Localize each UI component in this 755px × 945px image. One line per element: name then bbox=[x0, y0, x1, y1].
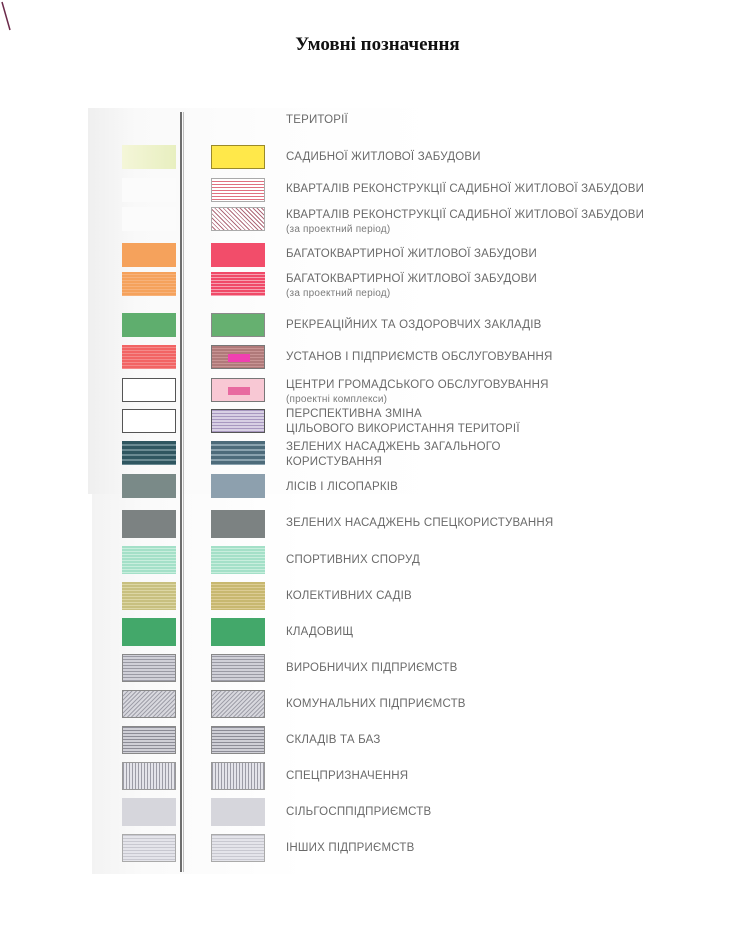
legend-label: РЕКРЕАЦІЙНИХ ТА ОЗДОРОВЧИХ ЗАКЛАДІВ bbox=[286, 319, 542, 331]
legend-swatch-existing bbox=[122, 690, 176, 718]
legend-label-main: ПЕРСПЕКТИВНА ЗМІНА bbox=[286, 408, 422, 420]
legend-label-main: ЗЕЛЕНИХ НАСАДЖЕНЬ ЗАГАЛЬНОГО bbox=[286, 441, 501, 453]
legend-swatch-existing bbox=[122, 726, 176, 754]
legend-label: КОЛЕКТИВНИХ САДІВ bbox=[286, 590, 412, 602]
legend-swatch-project bbox=[211, 441, 265, 465]
legend-swatch-existing bbox=[122, 313, 176, 337]
legend-swatch-project bbox=[211, 345, 265, 369]
legend-label bbox=[286, 272, 706, 300]
legend-label: КВАРТАЛІВ РЕКОНСТРУКЦІЇ САДИБНОЇ ЖИТЛОВОЇ ЗАБУДОВИ bbox=[286, 183, 645, 195]
legend-swatch-project bbox=[211, 474, 265, 498]
legend-swatch-project bbox=[211, 582, 265, 610]
legend-label: СПЕЦПРИЗНАЧЕННЯ bbox=[286, 770, 409, 782]
legend-swatch-project bbox=[211, 409, 265, 433]
legend-label: ЗЕЛЕНИХ НАСАДЖЕНЬ СПЕЦКОРИСТУВАННЯ bbox=[286, 517, 554, 529]
legend-swatch-existing bbox=[122, 378, 176, 402]
legend-label: ІНШИХ ПІДПРИЄМСТВ bbox=[286, 842, 415, 854]
legend-swatch-project bbox=[211, 510, 265, 538]
legend-swatch-project bbox=[211, 145, 265, 169]
legend-swatch-project bbox=[211, 762, 265, 790]
legend-swatch-existing bbox=[122, 207, 176, 231]
legend-label bbox=[286, 440, 706, 470]
legend-label-main: БАГАТОКВАРТИРНОЇ ЖИТЛОВОЇ ЗАБУДОВИ bbox=[286, 273, 537, 285]
legend-swatch-existing bbox=[122, 243, 176, 267]
legend-swatch-existing bbox=[122, 272, 176, 296]
legend-swatch-project bbox=[211, 243, 265, 267]
legend-label: СПОРТИВНИХ СПОРУД bbox=[286, 554, 420, 566]
legend-label: КОМУНАЛЬНИХ ПІДПРИЄМСТВ bbox=[286, 698, 466, 710]
legend-swatch-existing bbox=[122, 409, 176, 433]
legend-swatch-project bbox=[211, 378, 265, 402]
legend-label-sub: (за проектний період) bbox=[286, 224, 391, 235]
legend-swatch-project bbox=[211, 798, 265, 826]
legend-label-line2: ЦІЛЬОВОГО ВИКОРИСТАННЯ ТЕРИТОРІЇ bbox=[286, 423, 520, 435]
legend-swatch-existing bbox=[122, 441, 176, 465]
legend-label bbox=[286, 378, 706, 406]
legend-swatch-project bbox=[211, 272, 265, 296]
page-title: Умовні позначення bbox=[295, 34, 460, 55]
legend-swatch-existing bbox=[122, 654, 176, 682]
legend-label: СІЛЬГОСППІДПРИЄМСТВ bbox=[286, 806, 432, 818]
legend-swatch-project bbox=[211, 654, 265, 682]
legend-label: ВИРОБНИЧИХ ПІДПРИЄМСТВ bbox=[286, 662, 458, 674]
legend-swatch-existing bbox=[122, 510, 176, 538]
legend-swatch-project bbox=[211, 178, 265, 202]
legend-swatch-project bbox=[211, 313, 265, 337]
legend-swatch-existing bbox=[122, 798, 176, 826]
legend-swatch-existing bbox=[122, 546, 176, 574]
legend-swatch-project bbox=[211, 207, 265, 231]
legend-label: САДИБНОЇ ЖИТЛОВОЇ ЗАБУДОВИ bbox=[286, 151, 481, 163]
legend-swatch-project bbox=[211, 726, 265, 754]
legend-label-line2: КОРИСТУВАННЯ bbox=[286, 456, 382, 468]
legend-swatch-existing bbox=[122, 145, 176, 169]
legend-swatch-project bbox=[211, 834, 265, 862]
legend-swatch-existing bbox=[122, 834, 176, 862]
legend-swatch-marker bbox=[228, 387, 250, 395]
legend-swatch-project bbox=[211, 618, 265, 646]
legend-swatch-marker bbox=[228, 354, 250, 362]
legend-swatch-existing bbox=[122, 582, 176, 610]
legend-label-main: ЦЕНТРИ ГРОМАДСЬКОГО ОБСЛУГОВУВАННЯ bbox=[286, 379, 549, 391]
legend-label: КЛАДОВИЩ bbox=[286, 626, 354, 638]
legend-swatch-existing bbox=[122, 618, 176, 646]
legend-label bbox=[286, 407, 706, 437]
legend-swatch-existing bbox=[122, 178, 176, 202]
legend-label-main: КВАРТАЛІВ РЕКОНСТРУКЦІЇ САДИБНОЇ ЖИТЛОВОЇ ЗАБУДОВИ bbox=[286, 209, 645, 221]
legend-swatch-existing bbox=[122, 474, 176, 498]
legend-label-sub: (проектні комплекси) bbox=[286, 394, 388, 405]
legend-label: ЛІСІВ І ЛІСОПАРКІВ bbox=[286, 481, 399, 493]
legend-swatch-project bbox=[211, 690, 265, 718]
legend-label: СКЛАДІВ ТА БАЗ bbox=[286, 734, 381, 746]
legend-swatch-project bbox=[211, 546, 265, 574]
legend-swatch-existing bbox=[122, 345, 176, 369]
legend-label: УСТАНОВ І ПІДПРИЄМСТВ ОБСЛУГОВУВАННЯ bbox=[286, 351, 553, 363]
legend-label bbox=[286, 208, 706, 236]
legend-label-sub: (за проектний період) bbox=[286, 288, 391, 299]
legend-label: ТЕРИТОРІЇ bbox=[286, 114, 348, 126]
legend-swatch-existing bbox=[122, 762, 176, 790]
legend-label: БАГАТОКВАРТИРНОЇ ЖИТЛОВОЇ ЗАБУДОВИ bbox=[286, 248, 537, 260]
